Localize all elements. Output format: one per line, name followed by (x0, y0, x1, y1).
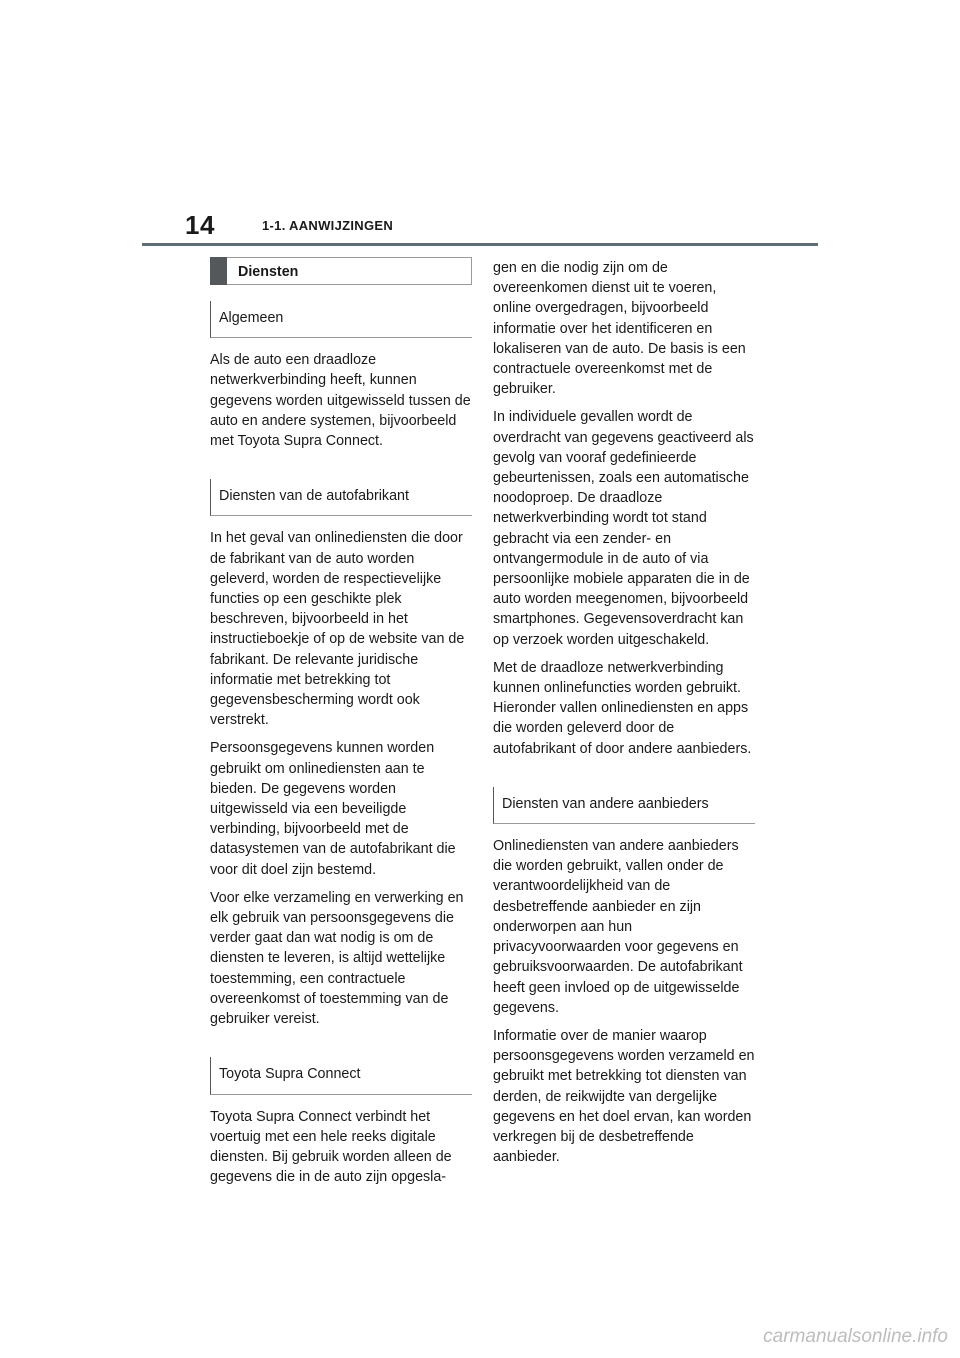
subheading-fabrikant: Diensten van de autofabrikant (210, 479, 472, 516)
page-number: 14 (185, 210, 215, 240)
paragraph: Persoonsgegevens kunnen worden gebruikt om onlinediensten aan te bieden. De gegevens worden uitgewisseld via een beveiligde verbinding, bijvoorbeeld met de datasystemen van de autofabrikant die voor dit doel zijn bestemd. (210, 740, 456, 878)
heading-bar (210, 257, 227, 285)
watermark: carmanualsonline.info (763, 1326, 948, 1347)
subheading-algemeen: Algemeen (210, 301, 472, 338)
paragraph: Met de draadloze netwerkverbinding kunnen onlinefuncties worden gebruikt. Hieronder vallen onlinediensten en apps die worden geleverd door de autofabrikant of door andere aanbieders. (493, 659, 752, 757)
subheading-andere-aanbieders: Diensten van andere aanbieders (493, 787, 755, 824)
main-heading-title: Diensten (238, 264, 299, 280)
paragraph: In het geval van onlinediensten die door de fabrikant van de auto worden geleverd, worden de respectievelijke functies op een geschikte plek beschreven, bijvoorbeeld in het instructieboekje of op de website van de fabrikant. De relevante juridische informatie met betrekking tot gegevensbescherming wordt ook verstrekt. (210, 530, 465, 729)
header-rule (142, 243, 818, 246)
section-label: 1-1. AANWIJZINGEN (262, 218, 394, 233)
main-heading (210, 257, 472, 285)
paragraph: Voor elke verzameling en verwerking en elk gebruik van persoonsgegevens die verder gaat dan wat nodig is om de diensten te leveren, is altijd wettelijke toestemming, een contractuele overeenkomst of toestemming van de gebruiker vereist. (210, 889, 464, 1028)
right-column (493, 258, 755, 1175)
subheading-supra-connect: Toyota Supra Connect (210, 1057, 472, 1094)
paragraph: Informatie over de manier waarop persoonsgegevens worden verzameld en gebruikt met betrekking tot diensten van derden, de reikwijdte van dergelijke gegevens en het doel ervan, kan worden verkregen bij de desbetreffende aanbieder. (493, 1027, 755, 1166)
paragraph: Toyota Supra Connect verbindt het voertuig met een hele reeks digitale diensten. Bij gebruik worden alleen de gegevens die in de auto zijn opgesla- (210, 1108, 452, 1186)
paragraph: In individuele gevallen wordt de overdracht van gegevens geactiveerd als gevolg van vooraf gedefinieerde gebeurtenissen, zoals een automatische noodoproep. De draadloze netwerkverbinding wordt tot stand gebracht via een zender- en ontvangermodule in de auto of via persoonlijke mobiele apparaten die in de auto worden meegenomen, bijvoorbeeld smartphones. Gegevensoverdracht kan op verzoek worden uitgeschakeld. (493, 409, 754, 648)
paragraph: gen en die nodig zijn om de overeenkomen dienst uit te voeren, online overgedragen, bijvoorbeeld informatie over het identificeren en lokaliseren van de auto. De basis is een contractuele overeenkomst met de gebruiker. (493, 260, 746, 398)
paragraph: Als de auto een draadloze netwerkverbinding heeft, kunnen gegevens worden uitgewisseld tussen de auto en andere systemen, bijvoorbeeld met Toyota Supra Connect. (210, 352, 471, 450)
left-column (210, 257, 472, 1195)
paragraph: Onlinediensten van andere aanbieders die worden gebruikt, vallen onder de verantwoordelijkheid van de desbetreffende aanbieder en zijn onderworpen aan hun privacyvoorwaarden voor gegevens en gebruiksvoorwaarden. De autofabrikant heeft geen invloed op de uitgewisselde gegevens. (493, 838, 743, 1016)
